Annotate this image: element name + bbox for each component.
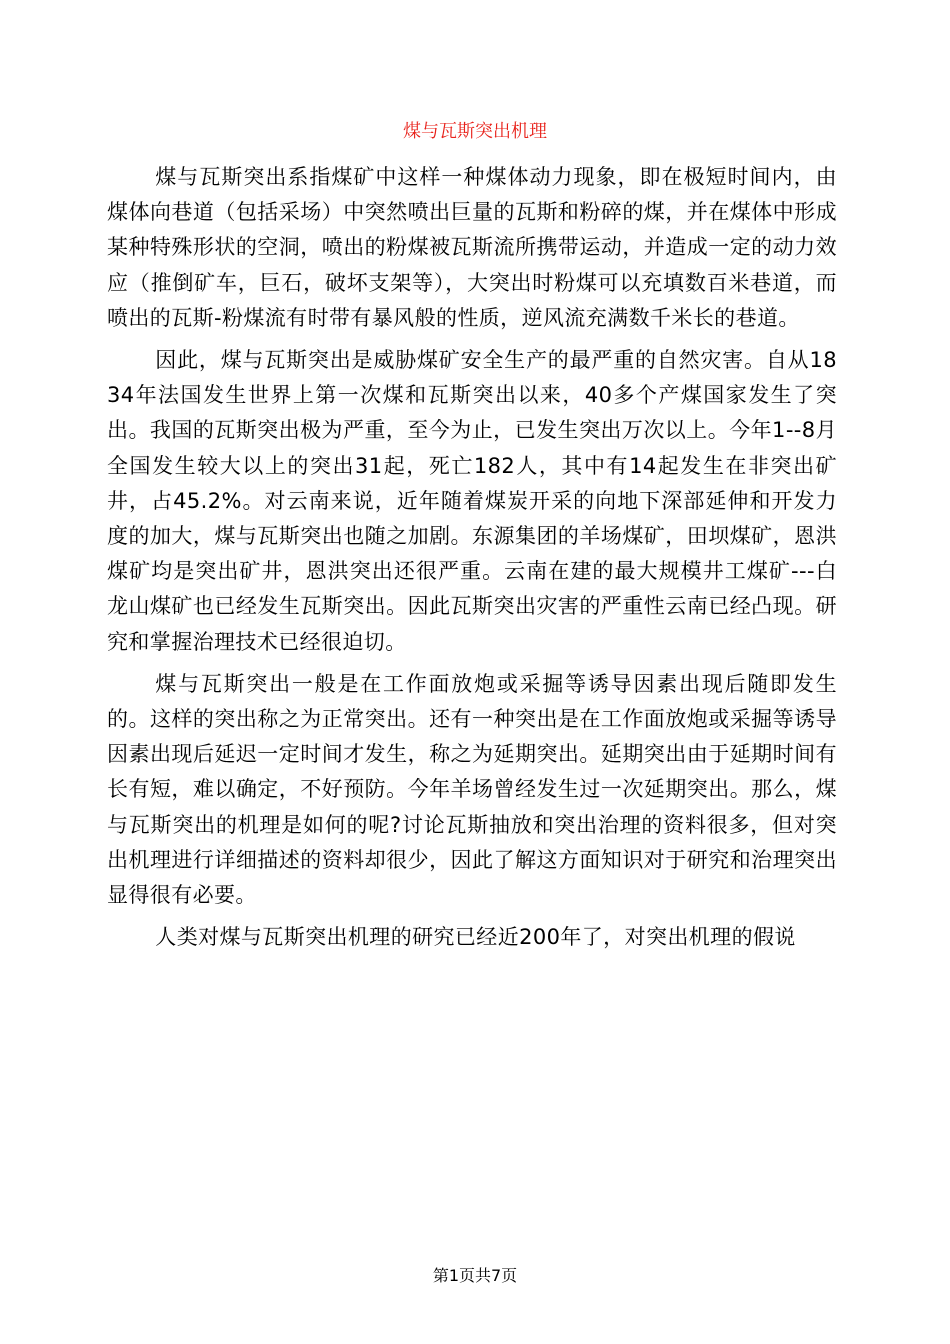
paragraph-3: 煤与瓦斯突出一般是在工作面放炮或采掘等诱导因素出现后随即发生的。这样的突出称之为正常突出。还有一种突出是在工作面放炮或采掘等诱导因素出现后延迟一定时间才发生，称之为延期突出。延期突出由于延期时间有长有短，难以确定，不好预防。今年羊场曾经发生过一次延期突出。那么，煤与瓦斯突出的机理是如何的呢?讨论瓦斯抽放和突出治理的资料很多，但对突出机理进行详细描述的资料却很少，因此了解这方面知识对于研究和治理突出显得很有必要。 (107, 671, 837, 908)
page-number: 第1页共7页 (432, 1266, 518, 1285)
paragraph-2: 因此，煤与瓦斯突出是威胁煤矿安全生产的最严重的自然灾害。自从1834年法国发生世界上第一次煤和瓦斯突出以来，40多个产煤国家发生了突出。我国的瓦斯突出极为严重，至今为止，已发生突出万次以上。今年1--8月全国发生较大以上的突出31起，死亡182人，其中有14起发生在非突出矿井，占45.2%。对云南来说，近年随着煤炭开采的向地下深部延伸和开发力度的加大，煤与瓦斯突出也随之加剧。东源集团的羊场煤矿，田坝煤矿，恩洪煤矿均是突出矿井，恩洪突出还很严重。云南在建的最大规模井工煤矿---白龙山煤矿也已经发生瓦斯突出。因此瓦斯突出灾害的严重性云南已经凸现。研究和掌握治理技术已经很迫切。 (107, 348, 837, 654)
paragraph-1: 煤与瓦斯突出系指煤矿中这样一种煤体动力现象，即在极短时间内，由煤体向巷道（包括采场）中突然喷出巨量的瓦斯和粉碎的煤，并在煤体中形成某种特殊形状的空洞，喷出的粉煤被瓦斯流所携带运动，并造成一定的动力效应（推倒矿车，巨石，破坏支架等），大突出时粉煤可以充填数百米巷道，而喷出的瓦斯-粉煤流有时带有暴风般的性质，逆风流充满数千米长的巷道。 (107, 165, 837, 330)
document-body (107, 160, 837, 962)
document-title: 煤与瓦斯突出机理 (403, 121, 547, 142)
paragraph-4: 人类对煤与瓦斯突出机理的研究已经近200年了，对突出机理的假说 (155, 925, 796, 950)
